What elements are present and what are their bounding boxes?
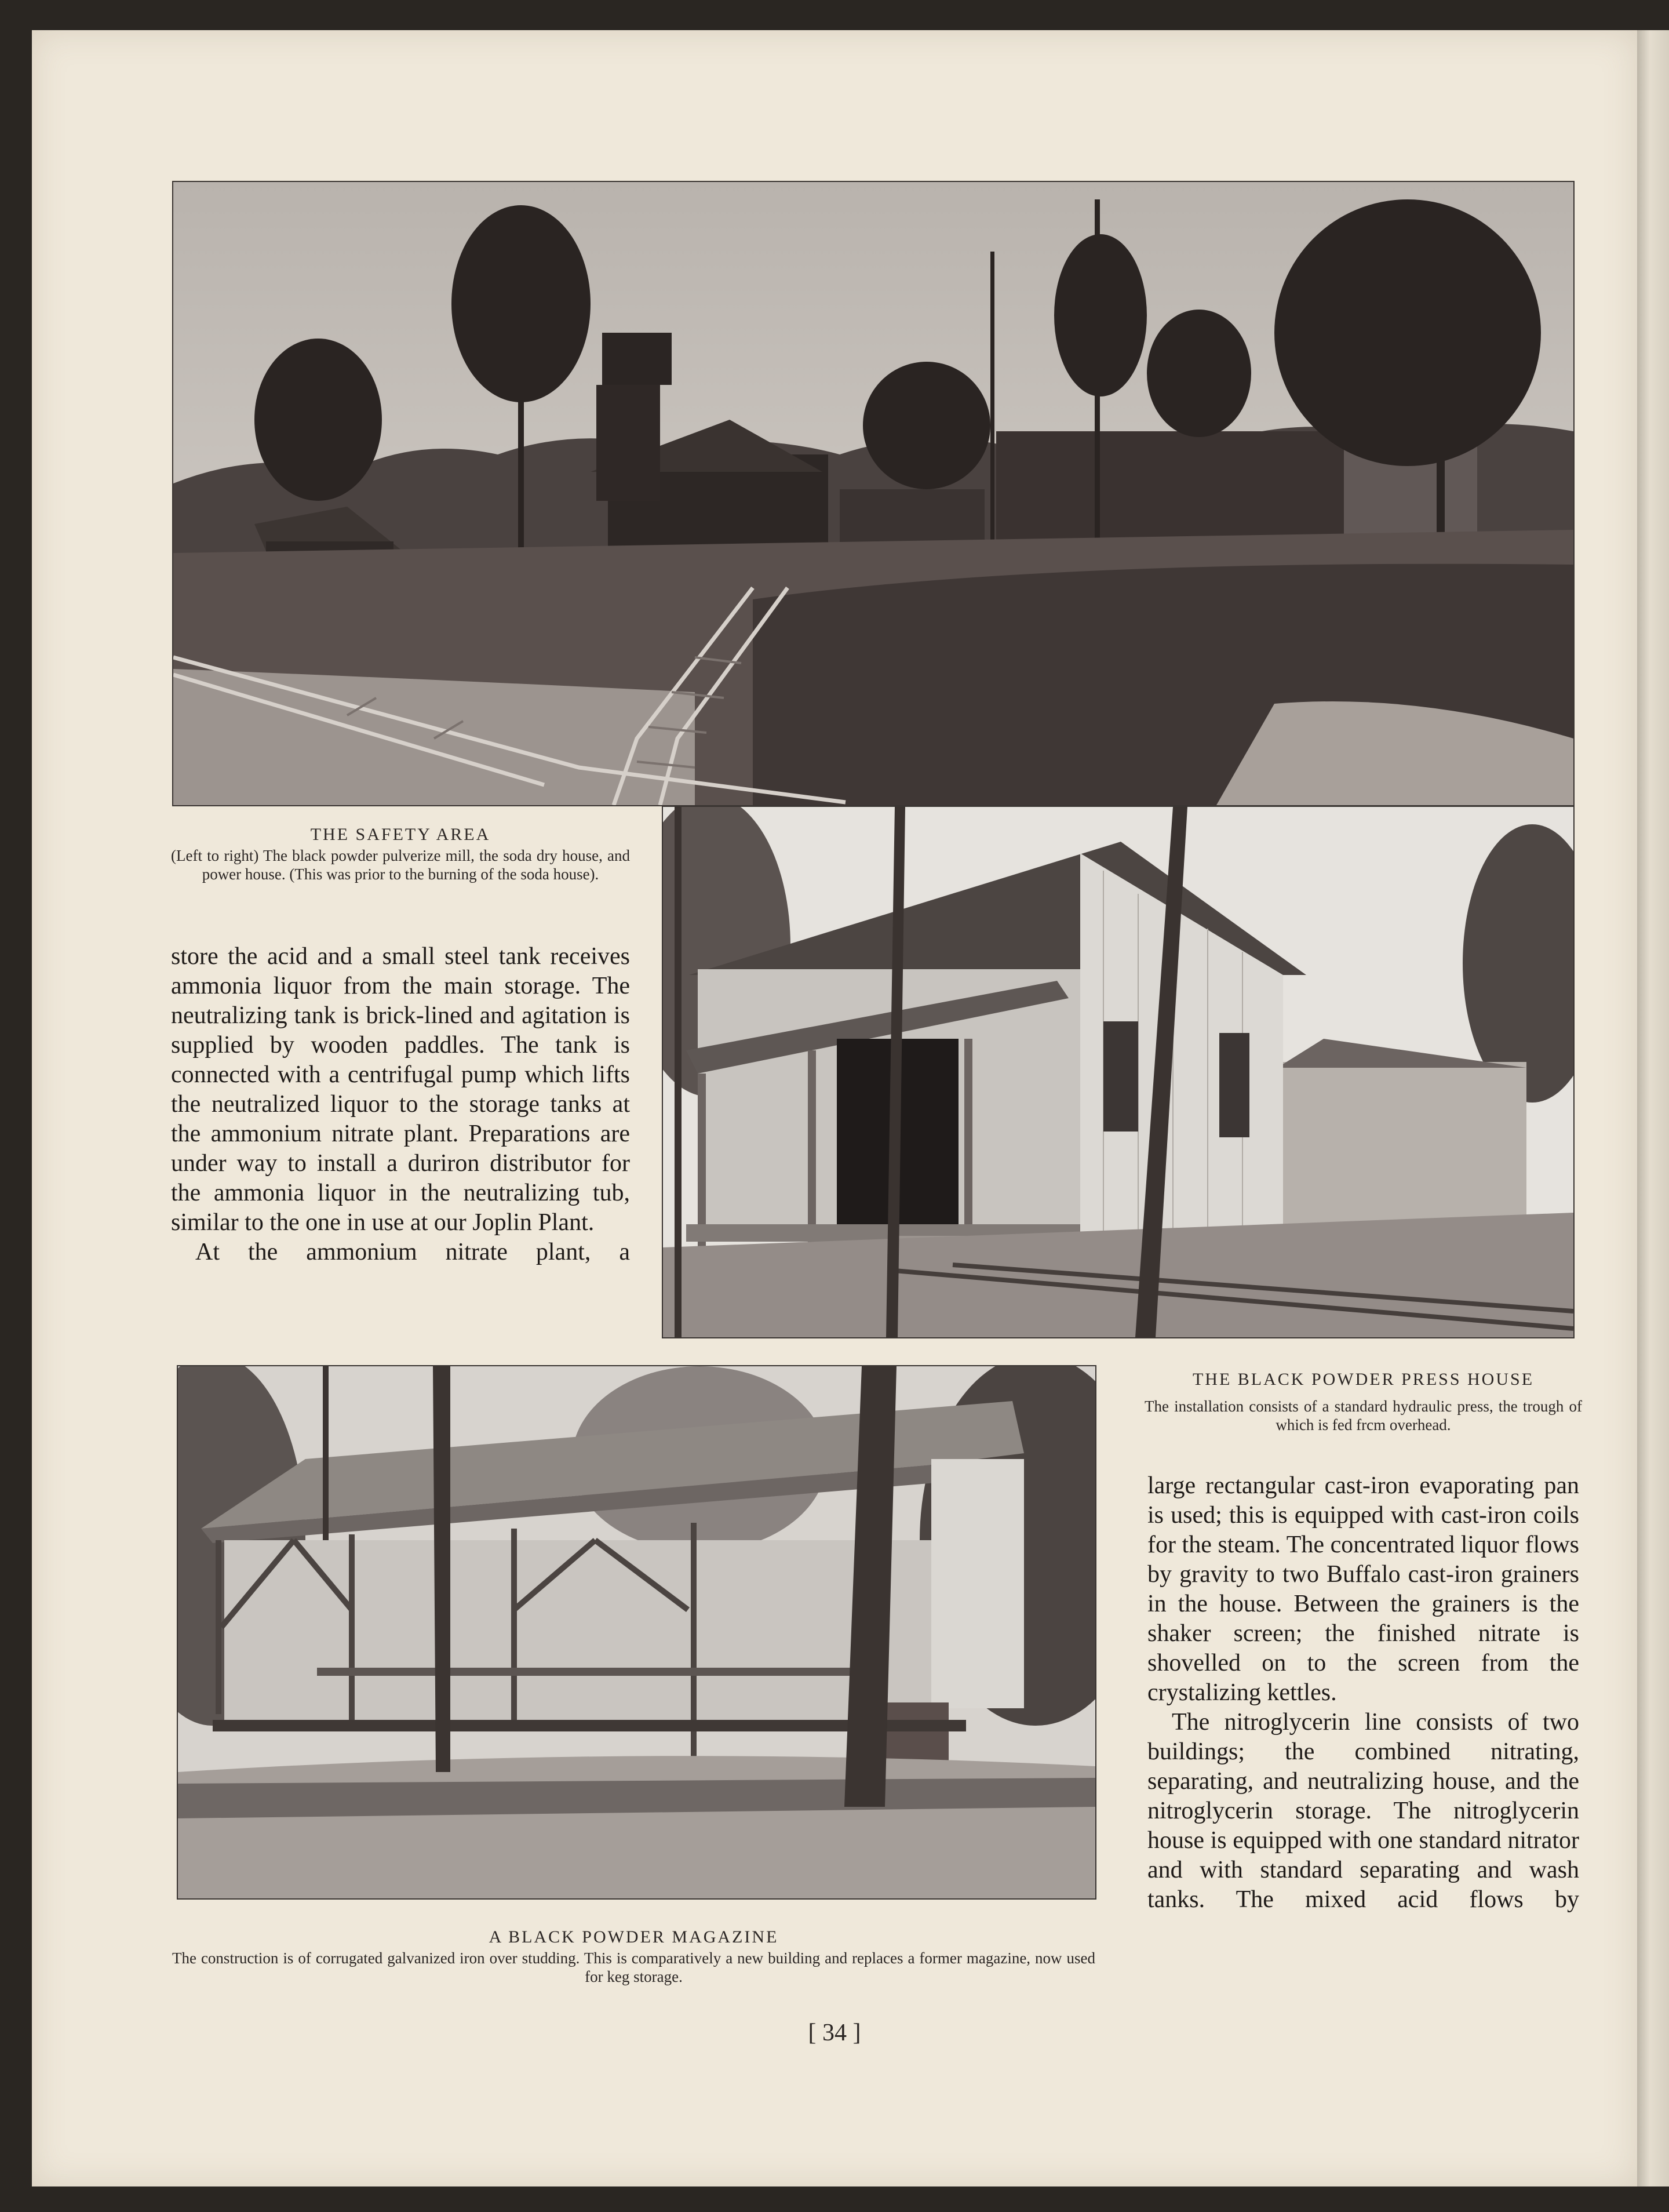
right-column-paragraph-1: large rectangular cast-iron evaporating pan is used; this is equipped with cast-iron coils for the steam. The concentrated liquor flows by gravity to two Buffalo cast-iron grainers in the house. Between the grainers is the shaker screen; the finished nitrate is shovelled on to the screen from the crystalizing kettles.: [1147, 1472, 1579, 1706]
safety-area-caption: [171, 823, 630, 883]
press-house-photo: [662, 806, 1575, 1338]
safety-area-caption-text: (Left to right) The black powder pulverize mill, the soda dry house, and power house. (This was prior to the burning of the soda house).: [171, 847, 630, 883]
magazine-caption-text: The construction is of corrugated galvanized iron over studding. This is comparatively a new building and replaces a former magazine, now used for keg storage.: [172, 1949, 1095, 1985]
magazine-caption: [172, 1926, 1095, 1986]
page-number: [ 34 ]: [808, 2020, 861, 2046]
next-page-edge: [1637, 30, 1669, 2186]
left-column-paragraph: store the acid and a small steel tank receives ammonia liquor from the main storage. The neutralizing tank is brick-lined and agitation is supplied by wooden paddles. The tank is connected with a centrifugal pump which lifts the neutralized liquor to the storage tanks at the ammonium nitrate plant. Preparations are under way to install a duriron distributor for the ammonia liquor in the neutralizing tub, similar to the one in use at our Joplin Plant.: [171, 943, 630, 1236]
magazine-photo: [177, 1365, 1096, 1900]
safety-area-photo: [172, 181, 1575, 806]
press-house-caption-text: The installation consists of a standard hydraulic press, the trough of which is fed frcm overhead.: [1145, 1398, 1582, 1434]
right-column-text: [1147, 1471, 1579, 1915]
press-house-caption-title: THE BLACK POWDER PRESS HOUSE: [1192, 1370, 1535, 1389]
magazine-caption-title: A BLACK POWDER MAGAZINE: [489, 1927, 779, 1947]
safety-area-caption-title: THE SAFETY AREA: [310, 825, 491, 844]
right-column-paragraph-2: The nitroglycerin line consists of two buildings; the combined nitrating, separating, and neutralizing house, and the nitroglycerin storage. The nitroglycerin house is equipped with one standard nitrator and with standard separating and wash tanks. The mixed acid flows by: [1147, 1709, 1579, 1913]
left-column-paragraph-continued: At the ammonium nitrate plant, a: [195, 1239, 630, 1265]
left-column-text: [171, 942, 630, 1267]
press-house-caption: [1145, 1368, 1582, 1434]
